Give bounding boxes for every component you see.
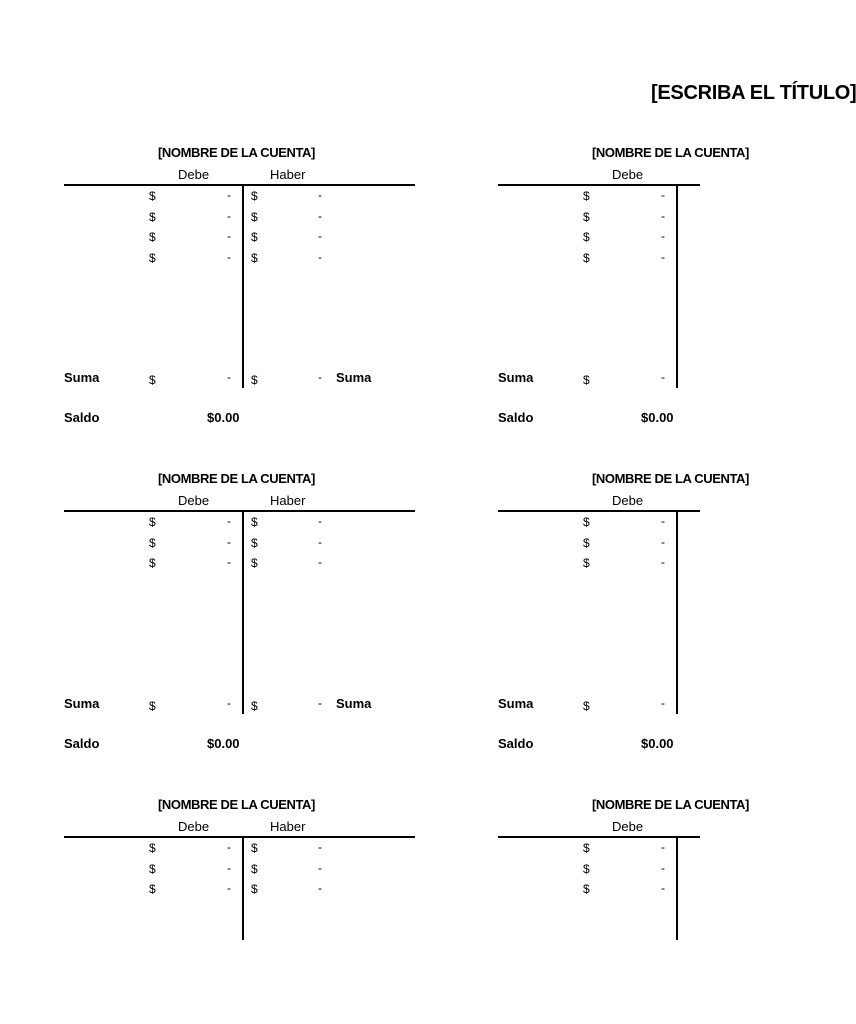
debit-currency: $: [149, 535, 156, 550]
debit-amount: -: [661, 249, 665, 264]
debit-amount: -: [227, 840, 231, 854]
debit-currency: $: [149, 515, 156, 529]
debit-currency: $: [583, 250, 590, 265]
debit-currency: $: [583, 189, 590, 203]
debit-amount: -: [227, 514, 231, 528]
balance-label: Saldo: [64, 736, 100, 751]
balance-value: $0.00: [207, 410, 240, 425]
credit-amount: -: [318, 249, 322, 264]
debit-currency: $: [583, 556, 590, 570]
debit-sum-currency: $: [149, 373, 156, 387]
debit-amount: -: [661, 860, 665, 875]
debit-sum-currency: $: [149, 699, 156, 713]
debit-sum-amount: -: [227, 696, 231, 710]
debit-amount: -: [661, 555, 665, 569]
debit-currency: $: [149, 230, 156, 244]
debit-currency: $: [583, 515, 590, 529]
account-name: [NOMBRE DE LA CUENTA]: [592, 797, 749, 812]
debit-header: Debe: [612, 167, 644, 182]
account-top-rule: [64, 836, 415, 838]
debit-amount: -: [227, 229, 231, 243]
debit-amount: -: [227, 534, 231, 549]
debit-currency: $: [583, 209, 590, 224]
t-account: [498, 470, 749, 770]
credit-amount: -: [318, 840, 322, 854]
debit-sum-amount: -: [227, 370, 231, 384]
debit-currency: $: [149, 189, 156, 203]
debit-sum-label: Suma: [64, 696, 100, 711]
account-name: [NOMBRE DE LA CUENTA]: [592, 145, 749, 160]
credit-currency: $: [251, 556, 258, 570]
credit-sum-label: Suma: [336, 696, 372, 711]
balance-value: $0.00: [641, 410, 674, 425]
debit-amount: -: [661, 229, 665, 243]
debit-amount: -: [661, 881, 665, 895]
credit-sum-label: Suma: [336, 370, 372, 385]
credit-amount: -: [318, 534, 322, 549]
debit-header: Debe: [178, 819, 210, 834]
debit-sum-currency: $: [583, 373, 590, 387]
account-center-rule: [242, 184, 244, 388]
credit-sum-amount: -: [318, 370, 322, 384]
debit-currency: $: [583, 535, 590, 550]
credit-amount: -: [318, 229, 322, 243]
page-title: [ESCRIBA EL TÍTULO]: [651, 82, 856, 104]
balance-label: Saldo: [64, 410, 100, 425]
account-top-rule: [498, 184, 700, 186]
debit-sum-currency: $: [583, 699, 590, 713]
debit-header: Debe: [178, 493, 210, 508]
debit-sum-amount: -: [661, 370, 665, 384]
debit-amount: -: [227, 860, 231, 875]
credit-sum-currency: $: [251, 373, 258, 387]
credit-amount: -: [318, 860, 322, 875]
debit-currency: $: [149, 841, 156, 855]
debit-amount: -: [661, 840, 665, 854]
debit-header: Debe: [178, 167, 210, 182]
debit-currency: $: [149, 882, 156, 896]
debit-header: Debe: [612, 493, 644, 508]
account-name: [NOMBRE DE LA CUENTA]: [158, 145, 315, 160]
debit-amount: -: [227, 555, 231, 569]
account-center-rule: [242, 510, 244, 714]
account-center-rule: [676, 184, 678, 388]
debit-amount: -: [227, 881, 231, 895]
debit-amount: -: [227, 249, 231, 264]
debit-sum-label: Suma: [498, 370, 534, 385]
account-center-rule: [676, 836, 678, 940]
account-center-rule: [242, 836, 244, 940]
debit-amount: -: [661, 208, 665, 223]
credit-currency: $: [251, 841, 258, 855]
account-name: [NOMBRE DE LA CUENTA]: [592, 471, 749, 486]
account-top-rule: [498, 836, 700, 838]
account-top-rule: [64, 184, 415, 186]
debit-currency: $: [583, 861, 590, 876]
debit-header: Debe: [612, 819, 644, 834]
balance-value: $0.00: [641, 736, 674, 751]
debit-sum-label: Suma: [64, 370, 100, 385]
debit-amount: -: [227, 208, 231, 223]
credit-sum-amount: -: [318, 696, 322, 710]
credit-currency: $: [251, 230, 258, 244]
account-top-rule: [498, 510, 700, 512]
credit-amount: -: [318, 555, 322, 569]
credit-currency: $: [251, 882, 258, 896]
debit-amount: -: [227, 188, 231, 202]
credit-header: Haber: [270, 819, 306, 834]
debit-currency: $: [583, 882, 590, 896]
debit-amount: -: [661, 188, 665, 202]
debit-currency: $: [149, 209, 156, 224]
account-name: [NOMBRE DE LA CUENTA]: [158, 471, 315, 486]
credit-amount: -: [318, 208, 322, 223]
credit-amount: -: [318, 881, 322, 895]
debit-currency: $: [149, 250, 156, 265]
credit-amount: -: [318, 188, 322, 202]
debit-currency: $: [583, 230, 590, 244]
debit-sum-label: Suma: [498, 696, 534, 711]
credit-header: Haber: [270, 493, 306, 508]
debit-amount: -: [661, 534, 665, 549]
balance-label: Saldo: [498, 410, 534, 425]
debit-currency: $: [149, 861, 156, 876]
t-account: [498, 796, 749, 944]
credit-currency: $: [251, 535, 258, 550]
t-account: [498, 144, 749, 444]
credit-amount: -: [318, 514, 322, 528]
debit-currency: $: [149, 556, 156, 570]
credit-currency: $: [251, 515, 258, 529]
debit-sum-amount: -: [661, 696, 665, 710]
account-name: [NOMBRE DE LA CUENTA]: [158, 797, 315, 812]
debit-amount: -: [661, 514, 665, 528]
credit-currency: $: [251, 250, 258, 265]
debit-currency: $: [583, 841, 590, 855]
balance-value: $0.00: [207, 736, 240, 751]
credit-sum-currency: $: [251, 699, 258, 713]
credit-currency: $: [251, 209, 258, 224]
account-center-rule: [676, 510, 678, 714]
account-top-rule: [64, 510, 415, 512]
balance-label: Saldo: [498, 736, 534, 751]
credit-header: Haber: [270, 167, 306, 182]
credit-currency: $: [251, 189, 258, 203]
credit-currency: $: [251, 861, 258, 876]
